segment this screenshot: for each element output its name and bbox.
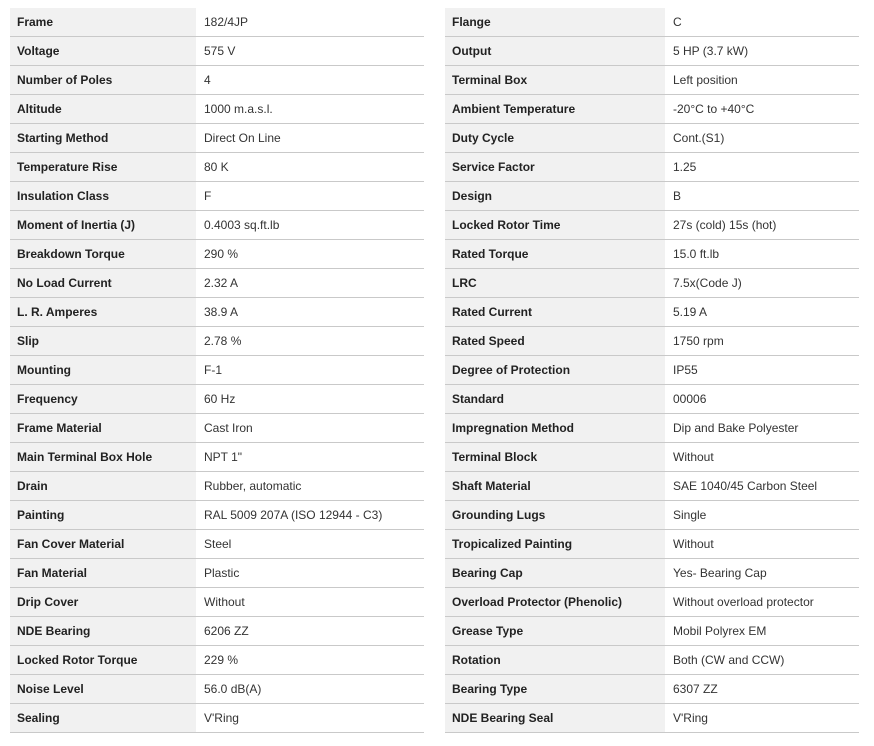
spec-row [10,646,424,675]
spec-row [445,472,859,501]
spec-table-right [445,8,859,733]
spec-row [445,617,859,646]
spec-row [445,559,859,588]
spec-row [10,385,424,414]
spec-value: 0.4003 sq.ft.lb [197,211,425,240]
spec-row [10,95,424,124]
spec-row [445,443,859,472]
spec-row [445,37,859,66]
spec-row [10,675,424,704]
spec-value: 80 K [197,153,425,182]
spec-label: L. R. Amperes [10,298,197,327]
spec-value: 15.0 ft.lb [666,240,860,269]
spec-row [445,385,859,414]
spec-row [445,501,859,530]
spec-value: C [666,8,860,37]
spec-value: 00006 [666,385,860,414]
spec-value: 60 Hz [197,385,425,414]
spec-label: Rated Speed [445,327,666,356]
spec-label: Design [445,182,666,211]
spec-row [10,269,424,298]
spec-row [445,124,859,153]
spec-row [10,327,424,356]
spec-value: 229 % [197,646,425,675]
spec-label: Bearing Type [445,675,666,704]
spec-row [10,559,424,588]
spec-value: 4 [197,66,425,95]
spec-row [445,211,859,240]
spec-value: 56.0 dB(A) [197,675,425,704]
spec-row [10,298,424,327]
spec-value: 5.19 A [666,298,860,327]
spec-row [10,414,424,443]
spec-value: -20°C to +40°C [666,95,860,124]
spec-row [10,37,424,66]
spec-label: Painting [10,501,197,530]
spec-label: Ambient Temperature [445,95,666,124]
spec-row [10,704,424,733]
spec-label: Number of Poles [10,66,197,95]
spec-value: Without [666,443,860,472]
spec-label: NDE Bearing [10,617,197,646]
spec-label: Starting Method [10,124,197,153]
spec-value: Mobil Polyrex EM [666,617,860,646]
spec-row [445,66,859,95]
spec-value: 1750 rpm [666,327,860,356]
spec-row [445,153,859,182]
spec-value: 1.25 [666,153,860,182]
spec-label: Slip [10,327,197,356]
spec-label: Duty Cycle [445,124,666,153]
spec-label: Insulation Class [10,182,197,211]
spec-value: Yes- Bearing Cap [666,559,860,588]
spec-row [10,530,424,559]
spec-label: Temperature Rise [10,153,197,182]
spec-value: V'Ring [666,704,860,733]
spec-row [10,588,424,617]
spec-value: 290 % [197,240,425,269]
spec-row [445,182,859,211]
spec-value: 2.78 % [197,327,425,356]
spec-row [445,327,859,356]
spec-value: F-1 [197,356,425,385]
spec-value: 27s (cold) 15s (hot) [666,211,860,240]
spec-value: Both (CW and CCW) [666,646,860,675]
spec-label: LRC [445,269,666,298]
spec-value: Rubber, automatic [197,472,425,501]
spec-value: 6206 ZZ [197,617,425,646]
spec-value: Single [666,501,860,530]
spec-label: Voltage [10,37,197,66]
spec-label: Frame Material [10,414,197,443]
spec-label: Sealing [10,704,197,733]
spec-value: 6307 ZZ [666,675,860,704]
spec-row [445,356,859,385]
spec-row [445,414,859,443]
spec-value: Cont.(S1) [666,124,860,153]
spec-row [10,240,424,269]
spec-row [10,617,424,646]
spec-value: 2.32 A [197,269,425,298]
spec-label: Flange [445,8,666,37]
spec-label: Main Terminal Box Hole [10,443,197,472]
spec-row [10,124,424,153]
spec-value: Without [666,530,860,559]
spec-label: Rated Torque [445,240,666,269]
spec-row [10,182,424,211]
spec-value: B [666,182,860,211]
spec-value: Steel [197,530,425,559]
spec-label: Fan Material [10,559,197,588]
spec-value: 575 V [197,37,425,66]
spec-row [10,153,424,182]
spec-value: SAE 1040/45 Carbon Steel [666,472,860,501]
spec-row [445,95,859,124]
spec-row [445,8,859,37]
spec-label: NDE Bearing Seal [445,704,666,733]
spec-value: 5 HP (3.7 kW) [666,37,860,66]
spec-label: Terminal Box [445,66,666,95]
spec-row [445,240,859,269]
spec-row [445,269,859,298]
spec-value: Without overload protector [666,588,860,617]
spec-row [10,443,424,472]
spec-label: Frame [10,8,197,37]
spec-label: No Load Current [10,269,197,298]
spec-value: Left position [666,66,860,95]
spec-row [10,66,424,95]
spec-label: Grounding Lugs [445,501,666,530]
spec-label: Frequency [10,385,197,414]
spec-table-left [10,8,424,733]
spec-label: Overload Protector (Phenolic) [445,588,666,617]
spec-row [445,675,859,704]
spec-value: Plastic [197,559,425,588]
spec-value: 1000 m.a.s.l. [197,95,425,124]
spec-label: Moment of Inertia (J) [10,211,197,240]
spec-row [10,356,424,385]
spec-value: 7.5x(Code J) [666,269,860,298]
spec-row [10,211,424,240]
spec-label: Service Factor [445,153,666,182]
spec-label: Rated Current [445,298,666,327]
spec-row [10,8,424,37]
spec-value: F [197,182,425,211]
spec-label: Rotation [445,646,666,675]
spec-row [445,646,859,675]
spec-row [445,588,859,617]
spec-label: Mounting [10,356,197,385]
spec-value: NPT 1" [197,443,425,472]
spec-label: Breakdown Torque [10,240,197,269]
spec-label: Fan Cover Material [10,530,197,559]
spec-label: Tropicalized Painting [445,530,666,559]
spec-value: IP55 [666,356,860,385]
spec-value: Without [197,588,425,617]
spec-label: Drip Cover [10,588,197,617]
spec-row [445,530,859,559]
spec-value: 38.9 A [197,298,425,327]
spec-label: Bearing Cap [445,559,666,588]
spec-label: Terminal Block [445,443,666,472]
spec-label: Locked Rotor Time [445,211,666,240]
spec-label: Grease Type [445,617,666,646]
spec-label: Locked Rotor Torque [10,646,197,675]
spec-value: 182/4JP [197,8,425,37]
spec-label: Output [445,37,666,66]
spec-label: Altitude [10,95,197,124]
spec-label: Impregnation Method [445,414,666,443]
spec-label: Drain [10,472,197,501]
spec-row [445,704,859,733]
spec-label: Standard [445,385,666,414]
spec-label: Noise Level [10,675,197,704]
spec-value: Direct On Line [197,124,425,153]
spec-value: RAL 5009 207A (ISO 12944 - C3) [197,501,425,530]
spec-value: V'Ring [197,704,425,733]
spec-row [10,472,424,501]
spec-value: Cast Iron [197,414,425,443]
spec-label: Shaft Material [445,472,666,501]
spec-row [445,298,859,327]
spec-row [10,501,424,530]
spec-label: Degree of Protection [445,356,666,385]
spec-value: Dip and Bake Polyester [666,414,860,443]
